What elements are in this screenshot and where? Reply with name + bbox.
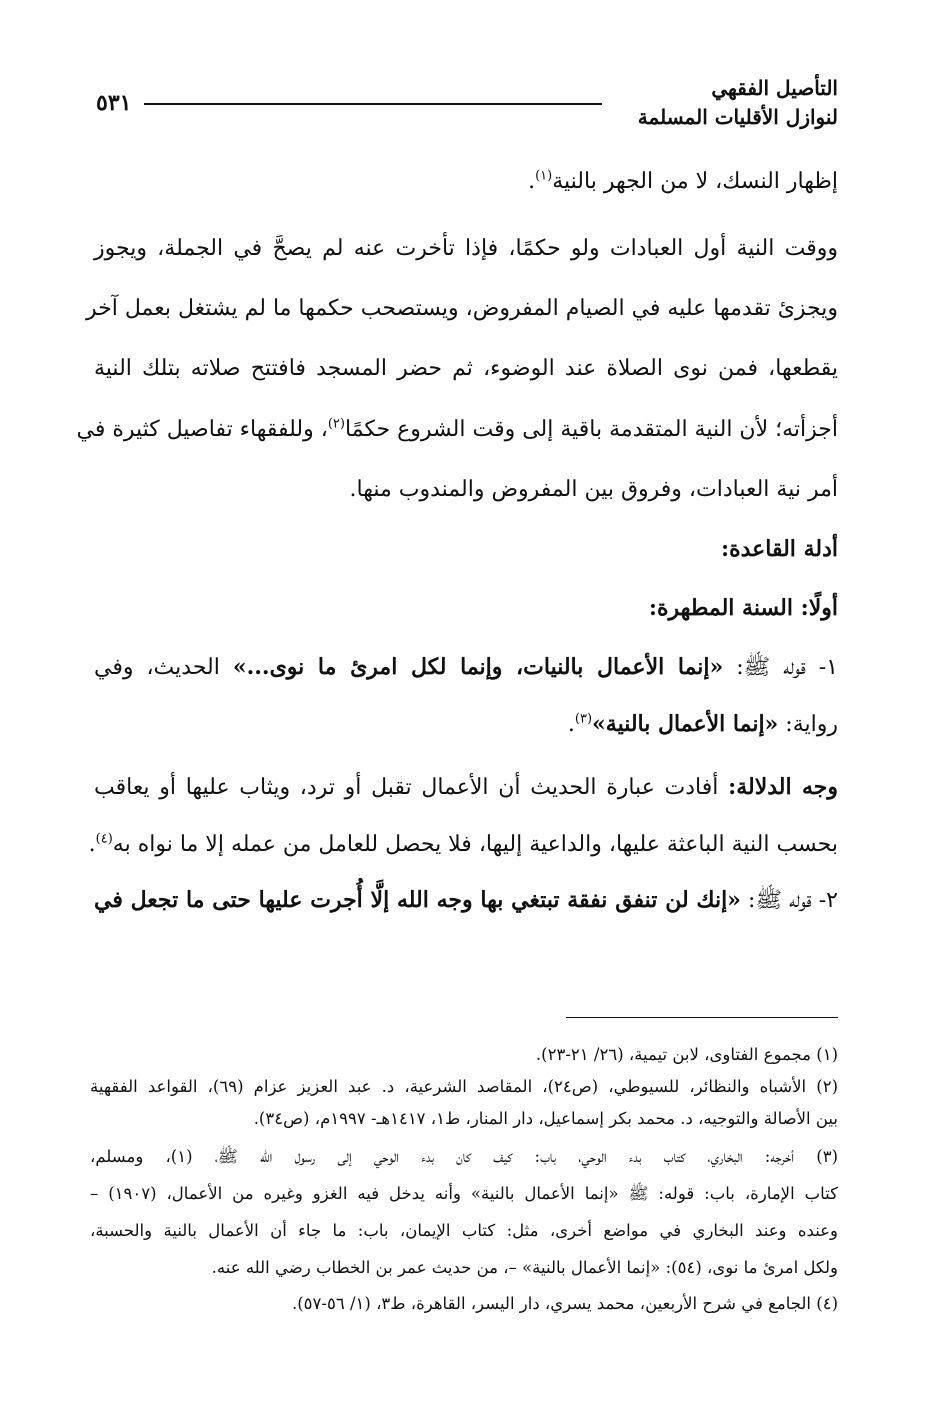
footnote-ref-4: (٤) bbox=[95, 831, 113, 847]
section-heading-evidence: أدلة القاعدة: bbox=[720, 536, 838, 562]
body-line-6: أمر نية العبادات، وفروق بين المفروض والمندوب منها. bbox=[349, 477, 838, 502]
body-line-10 bbox=[94, 708, 838, 741]
footnote-2-line-2: بين الأصالة والتوجيه، د. محمد بكر إسماعيل، دار المنار، ط١، ١٤١٧هـ- ١٩٩٧م، (ص٣٤). bbox=[253, 1109, 838, 1128]
body-text: . bbox=[528, 169, 536, 194]
footnote-separator bbox=[566, 1017, 838, 1018]
body-line-2: ووقت النية أول العبادات ولو حكمًا، فإذا تأخرت عنه لم يصحَّ في الجملة، ويجوز bbox=[94, 236, 838, 261]
body-text: ٢- قوله ﷺ: bbox=[740, 888, 838, 913]
section-heading-sunnah: أولًا: السنة المطهرة: bbox=[648, 595, 838, 621]
body-text: أفادت عبارة الحديث أن الأعمال تقبل أو ترد، ويثاب عليها أو يعاقب bbox=[94, 775, 729, 800]
footnote-ref-2: (٢) bbox=[327, 416, 345, 432]
body-line-12 bbox=[88, 829, 838, 861]
footnote-4: (٤) الجامع في شرح الأربعين، محمد يسري، دار اليسر، القاهرة، ط٣، (١/ ٥٦-٥٧). bbox=[291, 1294, 838, 1313]
body-line-4: يقطعها، فمن نوى الصلاة عند الوضوء، ثم حضر المسجد فافتتح صلاته بتلك النية bbox=[94, 356, 838, 381]
footnote-3-line-2: كتاب الإمارة، باب: قوله: ﷺ «إنما الأعمال بالنية» وأنه يدخل فيه الغزو وغيره من الأعمال، (١٩٠٧) – bbox=[90, 1184, 838, 1203]
footnote-2-line-1: (٢) الأشباه والنظائر، للسيوطي، (ص٢٤)، المقاصد الشرعية، د. عبد العزيز عزام (٦٩)، القواعد الفقهية bbox=[90, 1077, 838, 1096]
body-text: إظهار النسك، لا من الجهر بالنية bbox=[552, 169, 838, 194]
body-text: أجزأته؛ لأن النية المتقدمة باقية إلى وقت الشروع حكمًا bbox=[344, 417, 838, 442]
footnote-3-line-4: ولكل امرئ ما نوى، (٥٤): «إنما الأعمال بالنية» –، من حديث عمر بن الخطاب رضي الله عنه. bbox=[211, 1258, 838, 1277]
body-line-9 bbox=[94, 651, 838, 684]
header-rule bbox=[144, 103, 602, 105]
footnote-3-line-1: (٣) أخرجه: البخاري، كتاب بدء الوحي، باب: كيف كان بدء الوحي إلى رسول الله ﷺ، (١)، ومسلم، bbox=[90, 1147, 838, 1166]
body-line-1 bbox=[94, 166, 838, 198]
footnote-3-line-3: وعنده وعند البخاري في مواضع أخرى، مثل: كتاب الإيمان، باب: ما جاء أن الأعمال بالنية والحسبة، bbox=[90, 1221, 838, 1240]
body-line-13 bbox=[94, 884, 838, 917]
evidence-label: وجه الدلالة: bbox=[728, 774, 838, 800]
body-text: . bbox=[88, 832, 96, 857]
body-text: رواية: bbox=[778, 712, 838, 737]
hadith-quote: «إنما الأعمال بالنيات، وإنما لكل امرئ ما نوى...» bbox=[232, 654, 724, 680]
body-text: ، وللفقهاء تفاصيل كثيرة في bbox=[76, 417, 328, 442]
body-text: . bbox=[567, 712, 575, 737]
footnote-ref-3: (٣) bbox=[574, 711, 593, 727]
hadith-quote: «إنك لن تنفق نفقة تبتغي بها وجه الله إلَّا أُجرت عليها حتى ما تجعل في bbox=[94, 887, 741, 913]
footnote-1: (١) مجموع الفتاوى، لابن تيمية، (٢٦/ ٢١-٢٣). bbox=[535, 1045, 838, 1064]
body-line-3: ويجزئ تقدمها عليه في الصيام المفروض، ويستصحب حكمها ما لم يشتغل بعمل آخر bbox=[86, 296, 838, 321]
body-text: الحديث، وفي bbox=[94, 655, 233, 680]
body-line-11 bbox=[94, 771, 838, 804]
page-number: ٥٣١ bbox=[96, 90, 132, 116]
hadith-quote: «إنما الأعمال بالنية» bbox=[592, 711, 779, 737]
running-title-line2: لنوازل الأقليات المسلمة bbox=[637, 105, 838, 129]
body-line-5 bbox=[76, 414, 838, 446]
footnote-ref-1: (١) bbox=[535, 168, 553, 184]
running-title-line1: التأصيل الفقهي bbox=[711, 76, 838, 100]
body-text: ١- قوله ﷺ: bbox=[723, 655, 838, 680]
body-text: بحسب النية الباعثة عليها، والداعية إليها، فلا يحصل للعامل من عمله إلا ما نواه به bbox=[112, 832, 838, 857]
